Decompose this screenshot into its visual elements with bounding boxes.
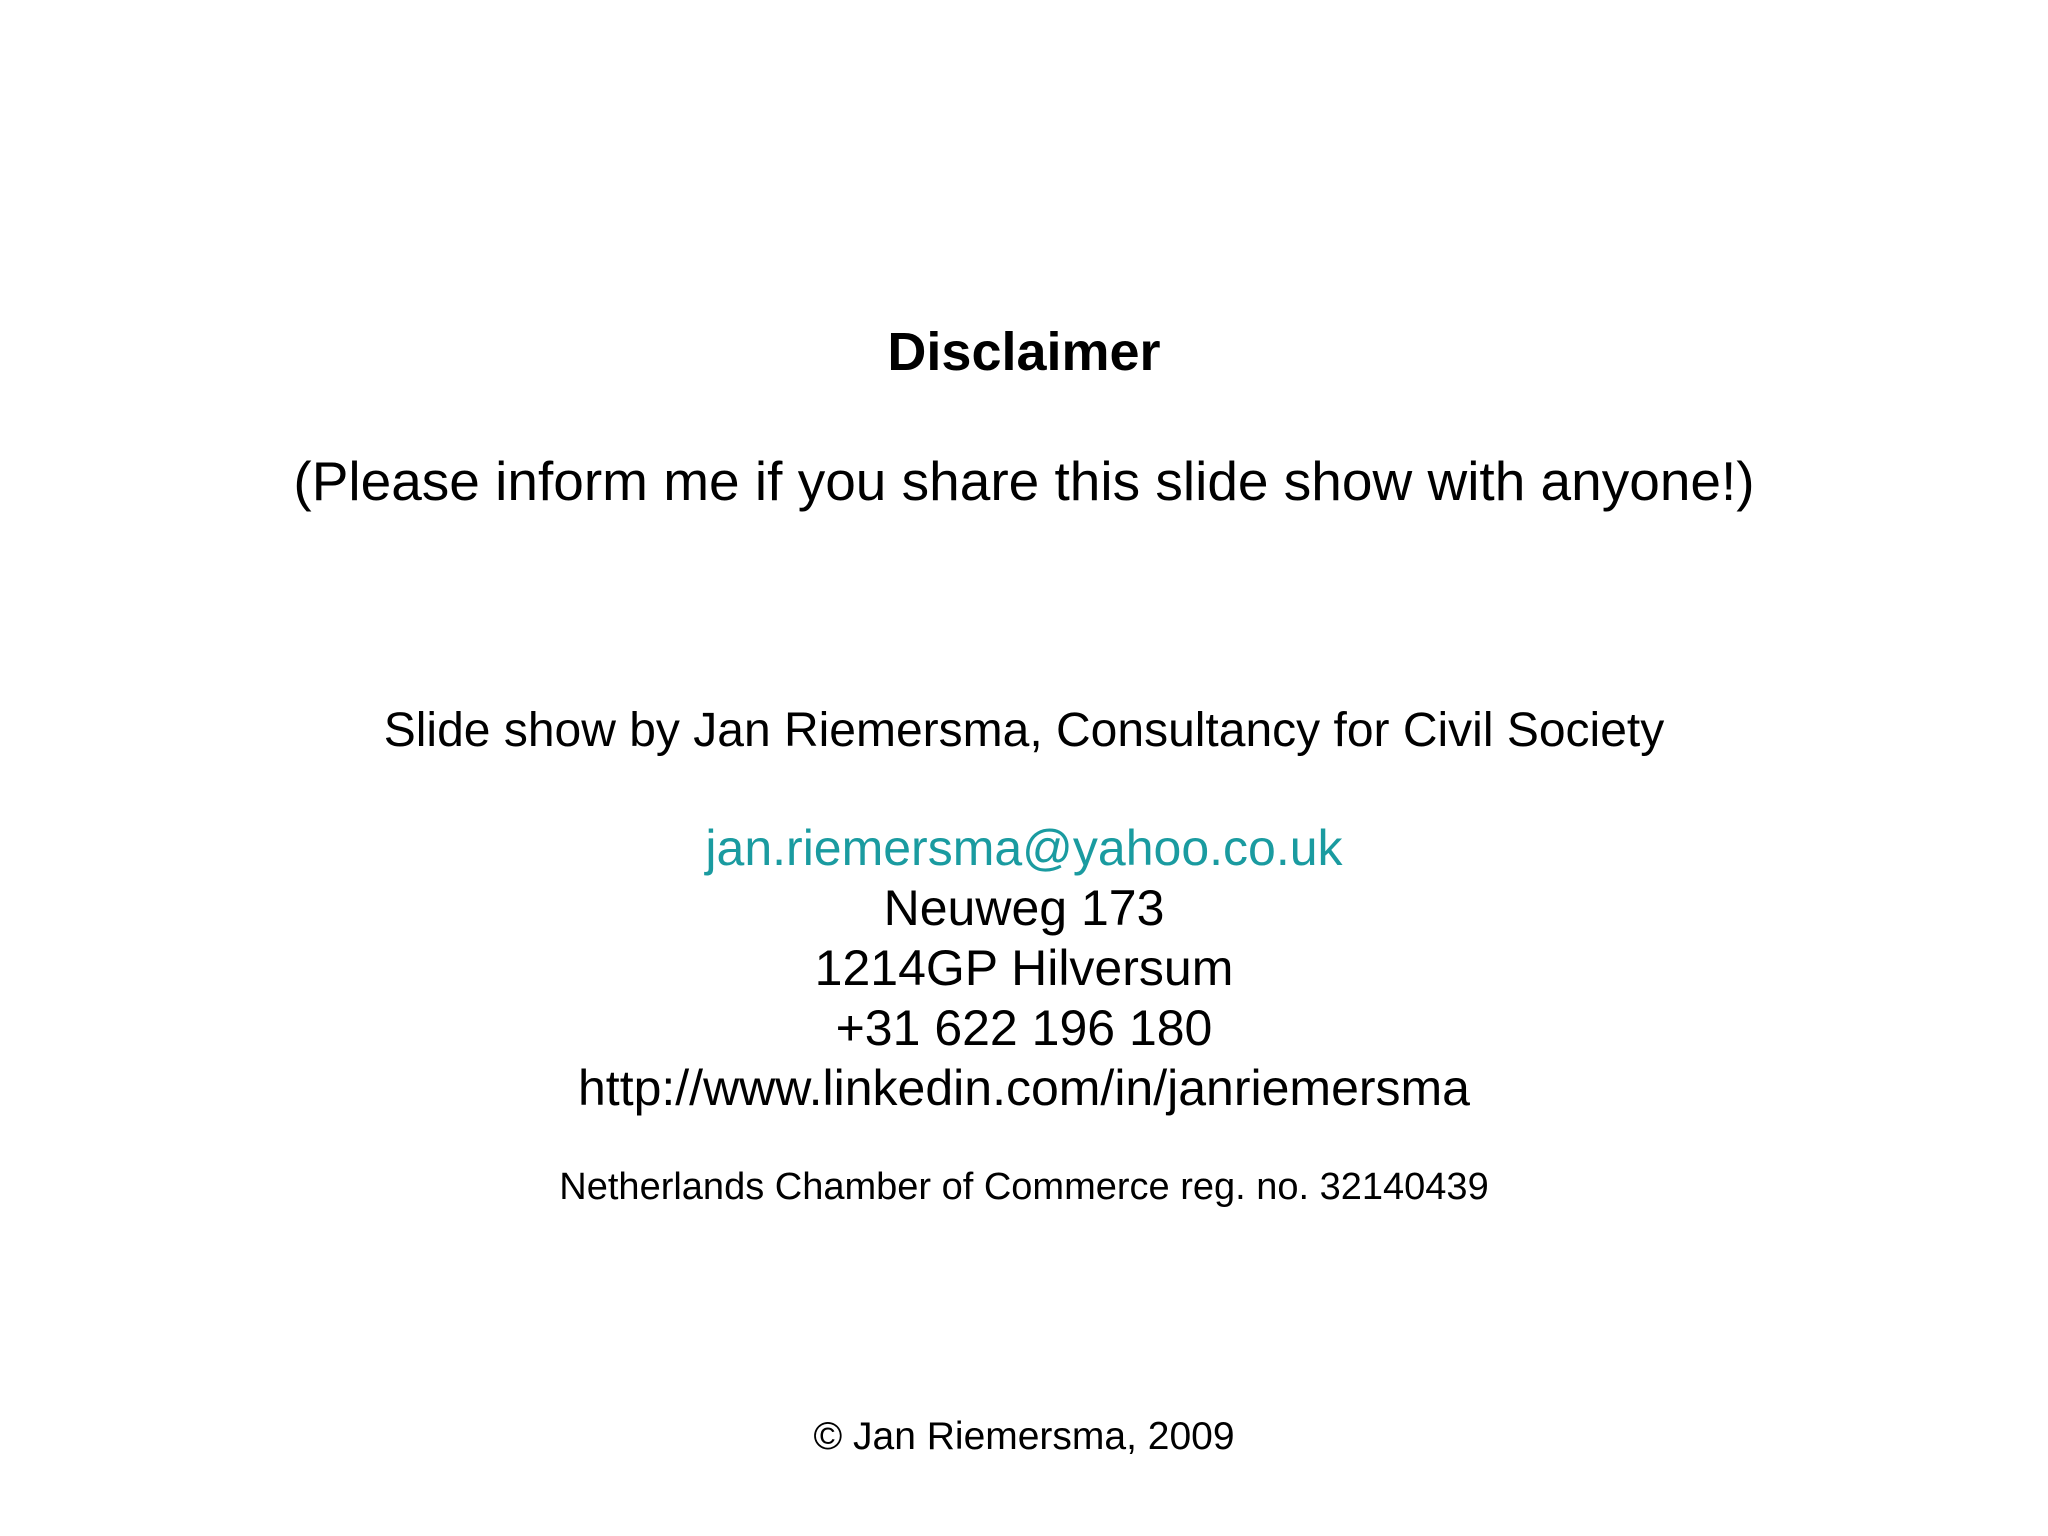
author-line: Slide show by Jan Riemersma, Consultancy for Civil Society	[383, 704, 1665, 757]
city-address: 1214GP Hilversum	[814, 940, 1234, 996]
email-link[interactable]: jan.riemersma@yahoo.co.uk	[705, 820, 1343, 876]
street-address: Neuweg 173	[883, 880, 1165, 936]
website-link: http://www.linkedin.com/in/janriemersma	[578, 1060, 1470, 1116]
phone-number: +31 622 196 180	[835, 1000, 1213, 1056]
slide-subtitle: (Please inform me if you share this slide show with anyone!)	[293, 450, 1755, 512]
copyright-text: © Jan Riemersma, 2009	[813, 1415, 1235, 1458]
registration-text: Netherlands Chamber of Commerce reg. no. 32140439	[559, 1166, 1489, 1208]
contact-block	[0, 818, 2048, 1118]
slide-title: Disclaimer	[887, 322, 1161, 382]
